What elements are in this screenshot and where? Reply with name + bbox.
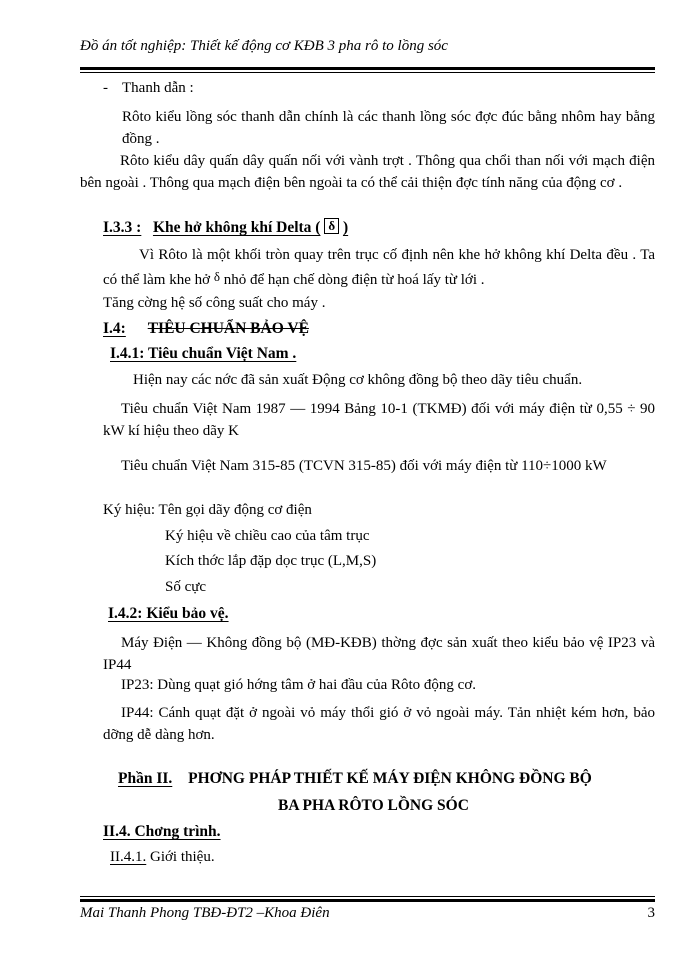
- section-1-4-1-heading: I.4.1: Tiêu chuẩn Việt Nam .: [110, 345, 297, 362]
- section-1-4-2-heading: I.4.2: Kiểu bảo vệ.: [108, 605, 229, 622]
- page-number: 3: [647, 905, 655, 921]
- section-1-3-3-number: I.3.3 :: [103, 219, 142, 236]
- section-2-4-heading: II.4. Chơng trình.: [103, 823, 221, 840]
- symbol-item: Số cực: [165, 579, 207, 595]
- air-gap-text-1: Vì Rôto là một khối tròn quay trên trục cố định nên khe hở không khí Delta đều . Ta có thể làm khe hở: [103, 247, 655, 288]
- footer-author: Mai Thanh Phong TBĐ-ĐT2 –Khoa Điên: [80, 905, 330, 921]
- section-1-3-3-title: Khe hở không khí Delta (: [152, 219, 321, 236]
- bullet-label: Thanh dẫn :: [122, 80, 194, 96]
- rotor-winding-paragraph: Rôto kiểu dây quấn dây quấn nối với vành trợt . Thông qua chổi than nối với mạch điện bên ngoài . Thông qua mạch điện bên ngoài ta có thể cải thiện đợc tính năng của động cơ .: [80, 153, 655, 191]
- standard-tcvn-315: Tiêu chuẩn Việt Nam 315-85 (TCVN 315-85) đối với máy điện từ 110÷1000 kW: [121, 458, 607, 474]
- air-gap-text-2: nhỏ để hạn chế dòng điện từ hoá lấy từ lới .: [223, 272, 485, 288]
- rotor-cage-paragraph: Rôto kiểu lồng sóc thanh dẫn chính là các thanh lồng sóc đợc đúc bằng nhôm hay bằng đồng .: [122, 109, 655, 147]
- footer-rule-thin: [80, 896, 655, 897]
- section-1-3-3-heading: [103, 218, 348, 237]
- part-2-heading: [118, 770, 592, 788]
- section-2-4-1-heading: [110, 849, 215, 866]
- symbol-label: Ký hiệu: Tên gọi dãy động cơ điện: [103, 502, 312, 518]
- part-2-title-line-1: PHƠNG PHÁP THIẾT KẾ MÁY ĐIỆN KHÔNG ĐỒNG BỘ: [188, 770, 592, 787]
- section-1-4-number: I.4:: [103, 320, 126, 337]
- power-factor-line: Tăng cờng hệ số công suất cho máy .: [103, 295, 326, 311]
- part-2-title-line-2: BA PHA RÔTO LỒNG SÓC: [278, 797, 469, 814]
- section-2-4-1-title: Giới thiệu.: [150, 849, 215, 865]
- protection-paragraph: Máy Điện — Không đồng bộ (MĐ-KĐB) thờng đợc sản xuất theo kiểu bảo vệ IP23 và IP44: [103, 635, 655, 673]
- ip44-paragraph: IP44: Cánh quạt đặt ở ngoài vỏ máy thổi gió ở vỏ ngoài máy. Tản nhiệt kém hơn, bảo dỡng dễ dàng hơn.: [103, 705, 655, 743]
- symbol-item: Kích thớc lắp đặp dọc trục (L,M,S): [165, 553, 377, 569]
- air-gap-paragraph: [103, 244, 655, 291]
- section-1-3-3-close: ): [342, 219, 349, 236]
- standard-vn-1987: Tiêu chuẩn Việt Nam 1987 — 1994 Bảng 10-1 (TKMĐ) đối với máy điện từ 0,55 ÷ 90 kW kí hiệu theo dãy K: [103, 401, 655, 439]
- ip23-paragraph: IP23: Dùng quạt gió hớng tâm ở hai đầu của Rôto động cơ.: [121, 677, 476, 693]
- part-2-label: Phần II.: [118, 770, 173, 787]
- delta-inline-symbol: δ: [213, 269, 220, 284]
- header-rule-thick: [80, 67, 655, 70]
- bullet-dash: -: [103, 80, 108, 96]
- delta-symbol: δ: [324, 218, 339, 234]
- header-rule-thin: [80, 72, 655, 73]
- footer-rule-thick: [80, 899, 655, 902]
- section-2-4-1-number: II.4.1.: [110, 849, 147, 865]
- section-1-4-title: TIÊU CHUẨN BẢO VỆ: [147, 320, 309, 337]
- section-1-4-heading: [103, 320, 309, 338]
- symbol-item: Ký hiệu về chiều cao của tâm trục: [165, 528, 370, 544]
- standard-intro: Hiện nay các nớc đã sản xuất Động cơ không đồng bộ theo dãy tiêu chuẩn.: [133, 372, 583, 388]
- page-header: Đồ án tốt nghiệp: Thiết kế động cơ KĐB 3 pha rô to lồng sóc: [80, 38, 448, 54]
